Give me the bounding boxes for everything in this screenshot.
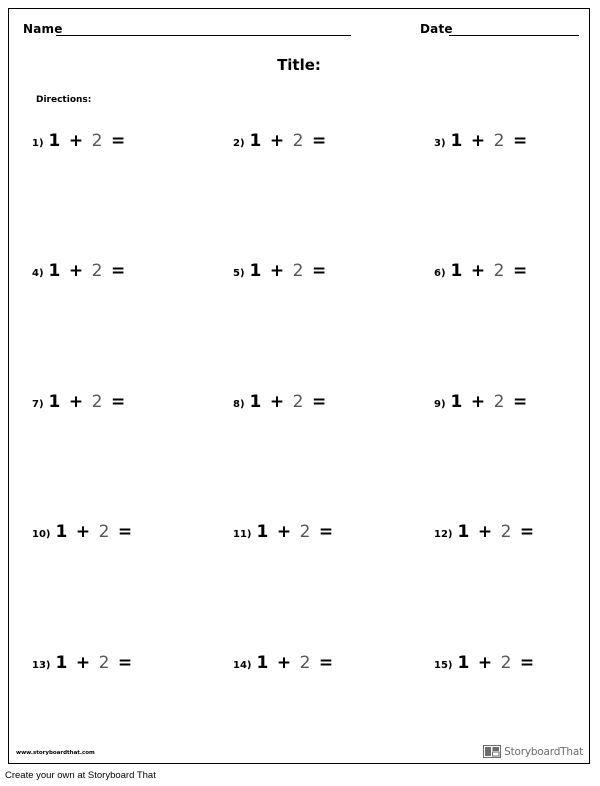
problem-10 — [32, 522, 141, 542]
operator: + — [68, 131, 84, 151]
equals-sign: = — [512, 131, 528, 151]
problem-number: 13) — [32, 660, 51, 671]
worksheet — [8, 8, 590, 764]
operand-b: 2 — [493, 261, 505, 281]
problem-equation — [458, 653, 543, 673]
operand-a: 1 — [55, 653, 68, 673]
operand-a: 1 — [450, 131, 463, 151]
operand-a: 1 — [48, 392, 61, 412]
name-label: Name — [23, 22, 63, 36]
equals-sign: = — [311, 131, 327, 151]
footer-url: www.storyboardthat.com — [16, 750, 95, 756]
equals-sign: = — [519, 522, 535, 542]
problem-number: 10) — [32, 529, 51, 540]
operator: + — [470, 392, 486, 412]
problem-equation — [49, 261, 134, 281]
operand-a: 1 — [457, 653, 470, 673]
problem-equation — [451, 131, 536, 151]
problem-equation — [257, 522, 342, 542]
directions-label: Directions: — [36, 95, 92, 105]
problem-15 — [434, 653, 543, 673]
equals-sign: = — [117, 653, 133, 673]
operator: + — [477, 522, 493, 542]
operand-a: 1 — [457, 522, 470, 542]
operand-b: 2 — [299, 653, 311, 673]
operand-a: 1 — [55, 522, 68, 542]
operand-b: 2 — [493, 131, 505, 151]
equals-sign: = — [318, 522, 334, 542]
problem-equation — [56, 653, 141, 673]
worksheet-title: Title: — [277, 56, 321, 74]
problem-8 — [233, 392, 335, 412]
problem-number: 15) — [434, 660, 453, 671]
problem-number: 5) — [233, 268, 245, 279]
problem-number: 2) — [233, 138, 245, 149]
operand-a: 1 — [48, 261, 61, 281]
date-label: Date — [420, 22, 453, 36]
operator: + — [276, 653, 292, 673]
problem-equation — [451, 261, 536, 281]
storyboard-logo-icon — [483, 745, 501, 758]
problem-12 — [434, 522, 543, 542]
problem-equation — [458, 522, 543, 542]
problem-number: 14) — [233, 660, 252, 671]
operator: + — [75, 522, 91, 542]
operator: + — [75, 653, 91, 673]
operand-b: 2 — [292, 261, 304, 281]
operator: + — [68, 392, 84, 412]
operator: + — [477, 653, 493, 673]
operand-b: 2 — [98, 522, 110, 542]
problem-3 — [434, 131, 536, 151]
problem-equation — [257, 653, 342, 673]
operand-b: 2 — [292, 392, 304, 412]
equals-sign: = — [117, 522, 133, 542]
equals-sign: = — [512, 261, 528, 281]
problem-number: 4) — [32, 268, 44, 279]
operand-a: 1 — [249, 261, 262, 281]
equals-sign: = — [311, 261, 327, 281]
operator: + — [269, 131, 285, 151]
equals-sign: = — [512, 392, 528, 412]
problem-equation — [49, 131, 134, 151]
operator: + — [68, 261, 84, 281]
operand-a: 1 — [249, 392, 262, 412]
caption: Create your own at Storyboard That — [5, 770, 156, 781]
problem-equation — [49, 392, 134, 412]
problem-number: 9) — [434, 399, 446, 410]
operand-a: 1 — [450, 392, 463, 412]
operator: + — [276, 522, 292, 542]
problem-number: 7) — [32, 399, 44, 410]
operator: + — [470, 261, 486, 281]
operator: + — [470, 131, 486, 151]
operand-b: 2 — [299, 522, 311, 542]
problem-11 — [233, 522, 342, 542]
problem-equation — [56, 522, 141, 542]
problem-13 — [32, 653, 141, 673]
problem-number: 11) — [233, 529, 252, 540]
equals-sign: = — [110, 261, 126, 281]
operator: + — [269, 261, 285, 281]
operand-b: 2 — [98, 653, 110, 673]
problem-number: 1) — [32, 138, 44, 149]
operand-b: 2 — [493, 392, 505, 412]
problem-equation — [250, 261, 335, 281]
problem-4 — [32, 261, 134, 281]
problem-2 — [233, 131, 335, 151]
operand-a: 1 — [256, 653, 269, 673]
operand-b: 2 — [91, 261, 103, 281]
operand-a: 1 — [256, 522, 269, 542]
operand-b: 2 — [500, 522, 512, 542]
operand-b: 2 — [292, 131, 304, 151]
equals-sign: = — [311, 392, 327, 412]
operand-a: 1 — [249, 131, 262, 151]
equals-sign: = — [519, 653, 535, 673]
problem-number: 12) — [434, 529, 453, 540]
problem-number: 3) — [434, 138, 446, 149]
problem-6 — [434, 261, 536, 281]
equals-sign: = — [318, 653, 334, 673]
problem-9 — [434, 392, 536, 412]
problem-equation — [451, 392, 536, 412]
operand-b: 2 — [500, 653, 512, 673]
problem-1 — [32, 131, 134, 151]
problem-equation — [250, 131, 335, 151]
operand-b: 2 — [91, 131, 103, 151]
problem-number: 8) — [233, 399, 245, 410]
operand-b: 2 — [91, 392, 103, 412]
operator: + — [269, 392, 285, 412]
problem-equation — [250, 392, 335, 412]
brand-logo — [483, 745, 583, 758]
operand-a: 1 — [48, 131, 61, 151]
problem-number: 6) — [434, 268, 446, 279]
equals-sign: = — [110, 131, 126, 151]
problem-5 — [233, 261, 335, 281]
problem-grid — [9, 9, 589, 763]
brand-name: StoryboardThat — [504, 745, 583, 758]
operand-a: 1 — [450, 261, 463, 281]
problem-14 — [233, 653, 342, 673]
problem-7 — [32, 392, 134, 412]
equals-sign: = — [110, 392, 126, 412]
